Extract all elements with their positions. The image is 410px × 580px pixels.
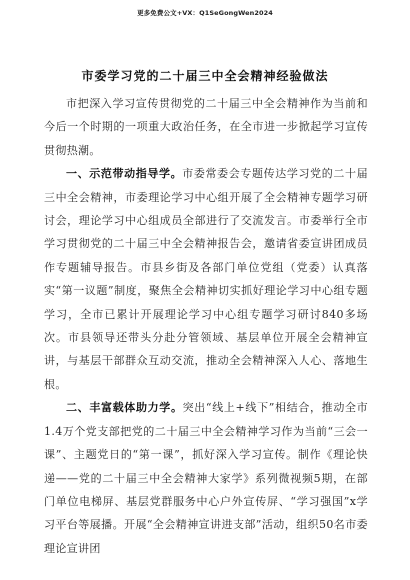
section-heading-2: 二、丰富载体助力学。 [66, 401, 183, 415]
header-note: 更多免费公文+VX：Q1SeGongWen2024 [137, 9, 273, 17]
section-heading-1: 一、示范带动指导学。 [66, 167, 183, 181]
document-title: 市委学习党的二十届三中全会精神经验做法 [81, 69, 329, 83]
section-text-1: 市委常委会专题传达学习党的二十届三中全会精神，市委理论学习中心组开展了全会精神专题学习研讨会，理论学习中心组成员全部进行了交流发言。市委举行全市学习贯彻党的二十届三中全会精神报告会，邀请省委宣讲团成员作专题辅导报告。市县乡街及各部门单位党组（党委）认真落实“第一议题”制度，聚焦全会精神切实抓好理论学习中心组专题学习，全市已累计开展理论学习中心组专题学习研讨840多场次。市县领导还带头分赴分管领域、基层单位开展全会精神宣讲，与基层干部群众互动交流，推动全会精神深入人心、落地生根。 [44, 167, 368, 391]
intro-paragraph: 市把深入学习宣传贯彻党的二十届三中全会精神作为当前和今后一个时期的一项重大政治任务，在全市进一步掀起学习宣传贯彻热潮。 [44, 97, 368, 157]
section-paragraph-2 [44, 396, 368, 560]
section-paragraph-1 [44, 162, 368, 396]
section-text-2: 突出“线上+线下”相结合，推动全市1.4万个党支部把党的二十届三中全会精神学习作为当前“三会一课”、主题党日的“第一课”，抓好深入学习宣传。制作《理论快递——党的二十届三中全会精神大家学》系列微视频5期，在部门单位电梯屏、基层党群服务中心户外宣传屏、“学习强国”x学习平台等展播。开展“全会精神宣讲进支部”活动，组织50名市委理论宣讲团 [44, 401, 368, 555]
document-body [44, 92, 368, 560]
